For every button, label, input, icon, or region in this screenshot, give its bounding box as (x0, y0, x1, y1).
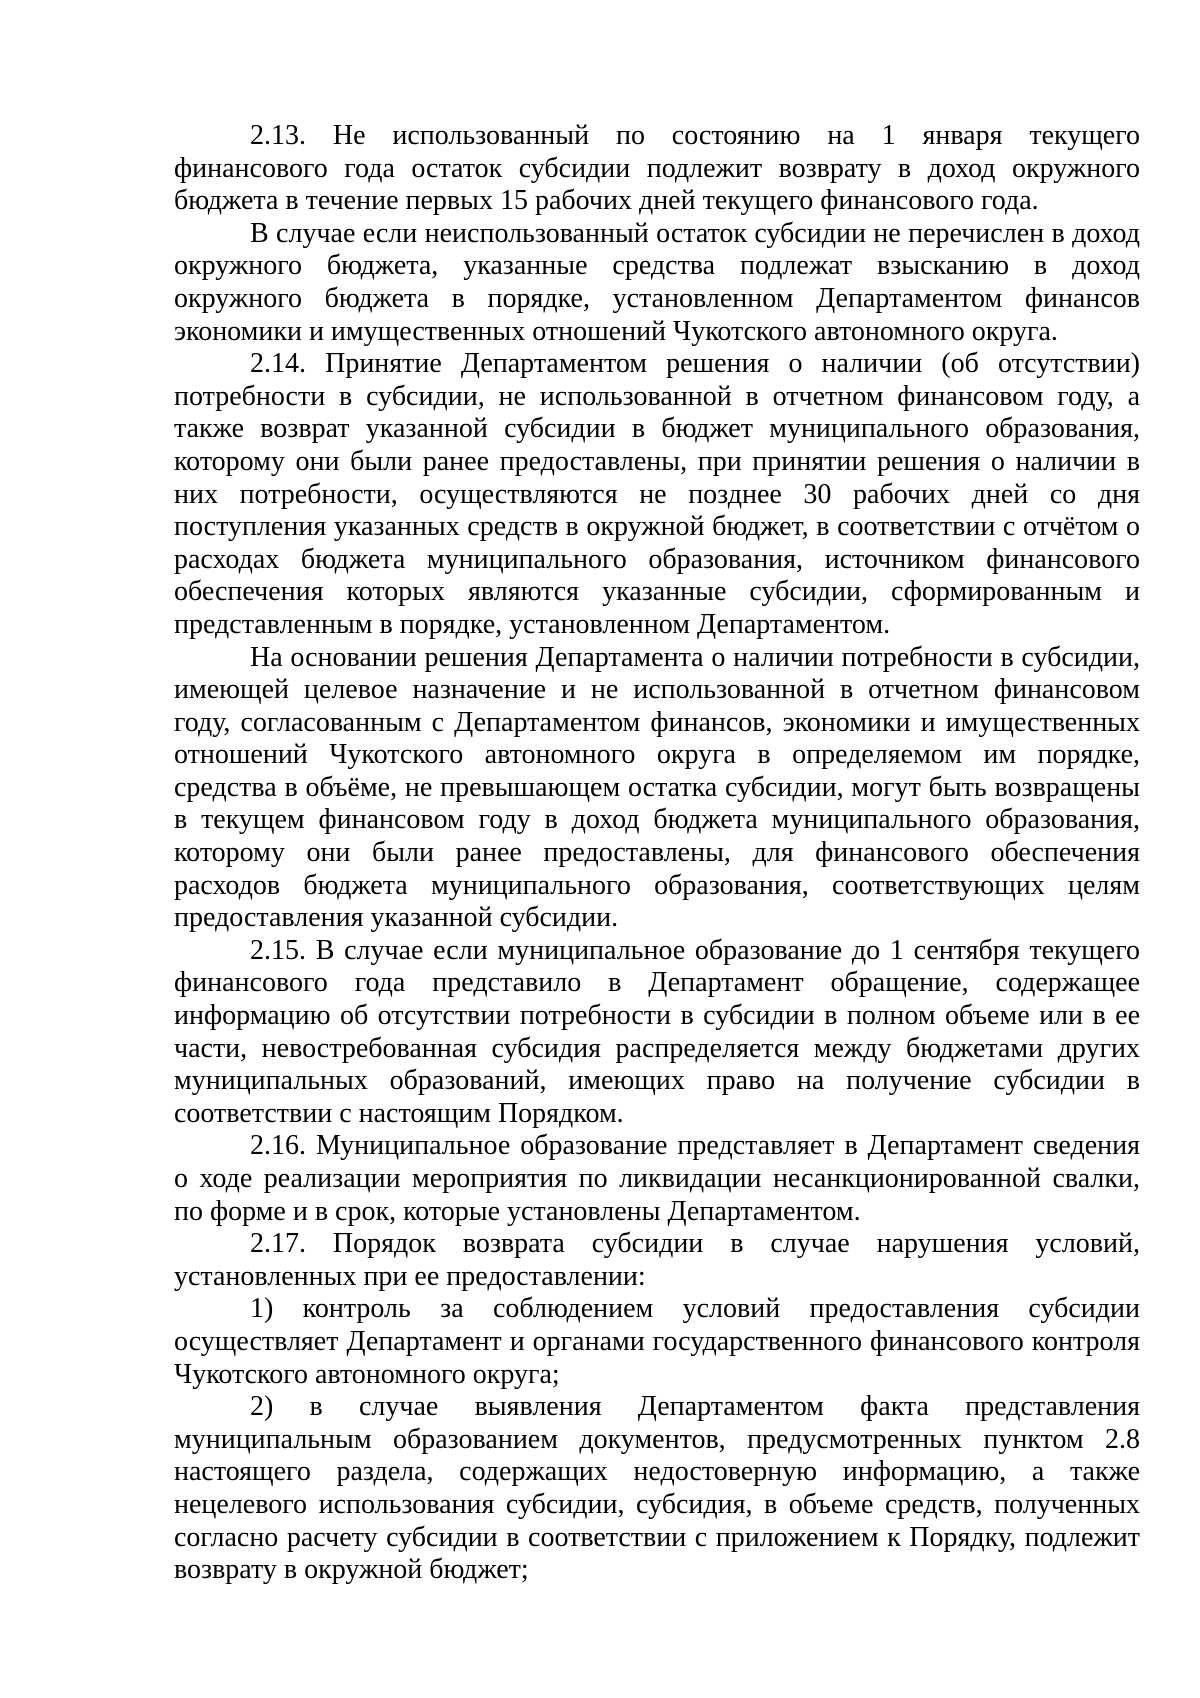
paragraph-2-17: 2.17. Порядок возврата субсидии в случае нарушения условий, установленных при ее предоставлении: (174, 1228, 1140, 1292)
paragraph-2-16: 2.16. Муниципальное образование представляет в Департамент сведения о ходе реализации мероприятия по ликвидации несанкционированной свалки, по форме и в срок, которые установлены Департаментом. (174, 1130, 1140, 1227)
paragraph-2-14: 2.14. Принятие Департаментом решения о наличии (об отсутствии) потребности в субсидии, не использованной в отчетном финансовом году, а также возврат указанной субсидии в бюджет муниципального образования, которому они были ранее предоставлены, при принятии решения о наличии в них потребности, осуществляются не позднее 30 рабочих дней со дня поступления указанных средств в окружной бюджет, в соответствии с отчётом о расходах бюджета муниципального образования, источником финансового обеспечения которых являются указанные субсидии, сформированным и представленным в порядке, установленном Департаментом. (174, 348, 1140, 640)
paragraph-2-14-return: На основании решения Департамента о наличии потребности в субсидии, имеющей целевое назначение и не использованной в отчетном финансовом году, согласованным с Департаментом финансов, экономики и имущественных отношений Чукотского автономного округа в определяемом им порядке, средства в объёме, не превышающем остатка субсидии, могут быть возвращены в текущем финансовом году в доход бюджета муниципального образования, которому они были ранее предоставлены, для финансового обеспечения расходов бюджета муниципального образования, соответствующих целям предоставления указанной субсидии. (174, 641, 1140, 934)
paragraph-2-17-item-2: 2) в случае выявления Департаментом факта представления муниципальным образованием документов, предусмотренных пунктом 2.8 настоящего раздела, содержащих недостоверную информацию, а также нецелевого использования субсидии, субсидия, в объеме средств, полученных согласно расчету субсидии в соответствии с приложением к Порядку, подлежит возврату в окружной бюджет; (174, 1391, 1140, 1586)
paragraph-2-13-recovery: В случае если неиспользованный остаток субсидии не перечислен в доход окружного бюджета, указанные средства подлежат взысканию в доход окружного бюджета в порядке, установленном Департаментом финансов экономики и имущественных отношений Чукотского автономного округа. (174, 217, 1140, 347)
paragraph-2-13: 2.13. Не использованный по состоянию на 1 января текущего финансового года остаток субсидии подлежит возврату в доход окружного бюджета в течение первых 15 рабочих дней текущего финансового года. (174, 120, 1140, 217)
paragraph-2-17-item-1: 1) контроль за соблюдением условий предоставления субсидии осуществляет Департамент и органами государственного финансового контроля Чукотского автономного округа; (174, 1293, 1140, 1390)
document-body (174, 120, 1140, 1587)
paragraph-2-15: 2.15. В случае если муниципальное образование до 1 сентября текущего финансового года представило в Департамент обращение, содержащее информацию об отсутствии потребности в субсидии в полном объеме или в ее части, невостребованная субсидия распределяется между бюджетами других муниципальных образований, имеющих право на получение субсидии в соответствии с настоящим Порядком. (174, 934, 1140, 1129)
